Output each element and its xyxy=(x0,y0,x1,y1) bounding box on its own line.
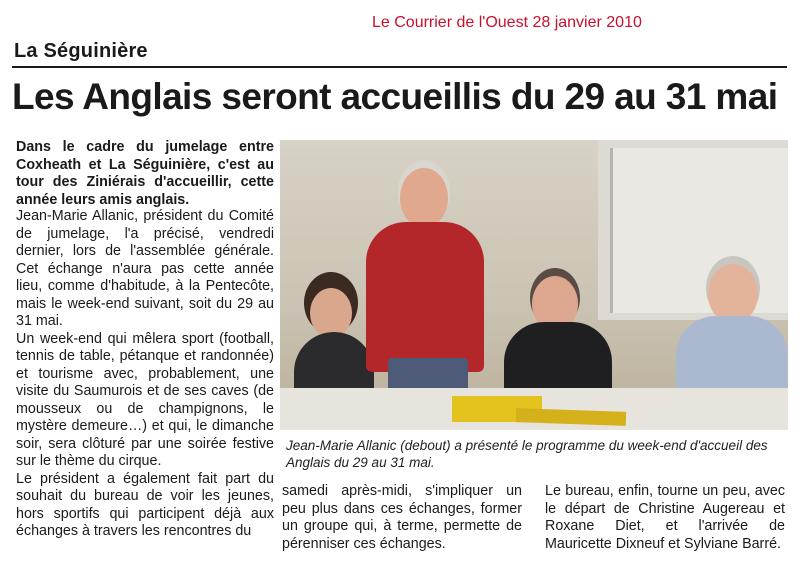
person-head xyxy=(400,168,448,228)
paragraph-1: Jean-Marie Allanic, président du Comité de jumelage, l'a précisé, vendredi dernier, lors de l'assemblée générale. Cet échange n'aura pas cette année lieu, comme d'habitude, à la Pentecôte, mais le week-end suivant, soit du 29 au 31 mai. xyxy=(16,208,274,329)
news-photo xyxy=(280,140,788,430)
person-head xyxy=(708,264,758,324)
rubric: La Séguinière xyxy=(14,40,148,62)
whiteboard xyxy=(610,148,788,313)
source-note: Le Courrier de l'Ouest 28 janvier 2010 xyxy=(372,14,642,31)
paragraph-3: Le président a également fait part du souhait du bureau de voir les jeunes, hors sportifs qui participent déjà aux échanges à travers les rencontres du xyxy=(16,470,274,539)
paragraph-2: Un week-end qui mêlera sport (football, tennis de table, pétanque et randonnée) et tourisme avec, probablement, une visite du Saumurois et de ses caves (de mousseux ou de champignons, le mystère demeure…) et qui, le dimanche soir, sera clôturé par une soirée festive sur le thème du cirque. xyxy=(16,330,274,469)
person-head xyxy=(310,288,352,338)
photo-caption: Jean-Marie Allanic (debout) a présenté le programme du week-end d'accueil des Anglais du 29 au 31 mai. xyxy=(286,438,768,470)
person-body xyxy=(366,222,484,372)
article-column-3: Le bureau, enfin, tourne un peu, avec le départ de Christine Augereau et Roxane Diet, et l'arrivée de Mauricette Dixneuf et Sylviane Barré. xyxy=(545,483,785,552)
lede: Dans le cadre du jumelage entre Coxheath et La Séguinière, c'est au tour des Ziniérais d'accueillir, cette année leurs amis anglais. xyxy=(16,139,274,208)
headline: Les Anglais seront accueillis du 29 au 31 mai xyxy=(12,76,778,117)
rubric-rule xyxy=(12,66,787,68)
article-column-2: samedi après-midi, s'impliquer un peu plus dans ces échanges, former un groupe qui, à terme, permette de pérenniser ces échanges. xyxy=(282,483,522,552)
article-column-1 xyxy=(16,208,274,541)
